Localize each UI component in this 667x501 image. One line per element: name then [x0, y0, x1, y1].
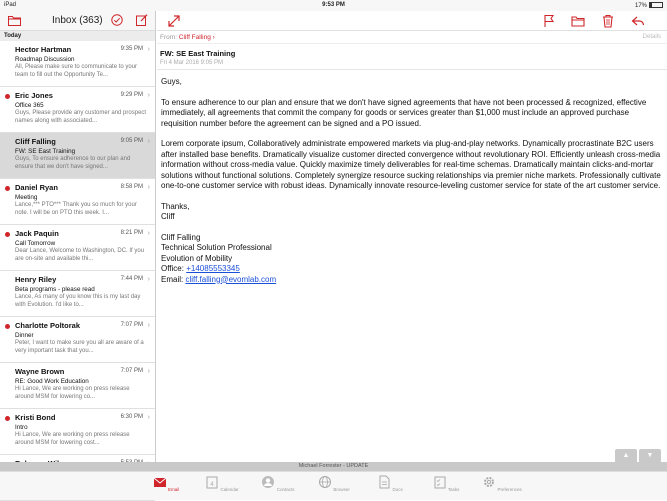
details-link[interactable]: Details — [642, 34, 661, 40]
message-preview: Lance, As many of you know this is my last day with Evolution. I'd like to... — [15, 294, 141, 308]
message-time: 7:44 PM — [120, 276, 143, 282]
message-preview: Guys, To ensure adherence to our plan and ensure that we don't have signed... — [15, 156, 131, 170]
message-list-pane — [0, 11, 156, 462]
message-sender: Wayne Brown — [15, 367, 65, 376]
tab-label: Docs — [392, 487, 403, 492]
tab-label: Email — [168, 487, 180, 492]
message-row[interactable] — [0, 317, 155, 363]
tab-label: Tasks — [447, 487, 460, 492]
clock: 9:53 PM — [322, 2, 345, 8]
inbox-header — [0, 11, 155, 31]
message-subject: Meeting — [15, 194, 38, 201]
reading-pane — [157, 11, 667, 462]
message-subject: Call Tomorrow — [15, 240, 56, 247]
reply-icon[interactable] — [631, 14, 645, 28]
battery-percent: 17% — [634, 3, 647, 9]
browser-icon — [318, 475, 332, 489]
message-row[interactable] — [0, 225, 155, 271]
compose-icon[interactable] — [136, 14, 148, 26]
from-row — [157, 31, 667, 44]
message-list — [0, 41, 155, 501]
phone-link[interactable]: +14085553345 — [186, 264, 240, 273]
calendar-icon — [205, 475, 219, 489]
message-time: 8:21 PM — [120, 230, 143, 236]
signature-email-label: Email: — [161, 274, 184, 284]
message-subject: FW: SE East Training — [15, 148, 76, 155]
message-nav — [615, 449, 661, 463]
chevron-right-icon: › — [212, 34, 215, 41]
message-subject: Roadmap Discussion — [15, 56, 75, 63]
chevron-right-icon: › — [147, 92, 150, 99]
unread-dot-icon — [5, 94, 10, 99]
chevron-right-icon: › — [147, 368, 150, 375]
message-subject: RE: Good Work Education — [15, 378, 89, 385]
tab-email[interactable] — [146, 475, 186, 492]
message-time: 7:07 PM — [120, 322, 143, 328]
chevron-right-icon: › — [147, 46, 150, 53]
message-preview: Hi Lance, We are working on press release around MSM for lowering cost... — [15, 432, 130, 446]
select-check-icon[interactable] — [111, 14, 123, 26]
chevron-right-icon: › — [147, 230, 150, 237]
message-sender: Daniel Ryan — [15, 183, 58, 192]
move-folder-icon[interactable] — [571, 14, 585, 28]
tab-browser[interactable] — [314, 475, 354, 492]
message-sender: Jack Paquin — [15, 229, 59, 238]
chevron-right-icon: › — [147, 138, 150, 145]
message-preview: Lance,*** PTO*** Thank you so much for your note. I will be on PTO this week. I... — [15, 202, 137, 216]
signature-title: Technical Solution Professional — [161, 243, 272, 252]
previous-message-button[interactable]: ▲ — [615, 449, 637, 463]
tab-preferences[interactable] — [482, 475, 522, 492]
gear-icon — [482, 475, 496, 489]
status-bar — [0, 0, 667, 11]
email-header — [157, 44, 667, 70]
signature-company: Evolution of Mobility — [161, 253, 233, 263]
unread-dot-icon — [5, 232, 10, 237]
email-toolbar — [157, 11, 667, 31]
message-row[interactable] — [0, 133, 155, 179]
tab-tasks[interactable] — [426, 475, 466, 492]
chevron-right-icon: › — [147, 322, 150, 329]
unread-dot-icon — [5, 324, 10, 329]
message-time: 9:35 PM — [120, 46, 143, 52]
tab-calendar[interactable] — [202, 475, 242, 492]
signature-office-label: Office: — [161, 264, 184, 273]
update-notification-bar[interactable]: Michael Forrester - UPDATE — [0, 462, 667, 471]
email-signature — [161, 233, 664, 286]
message-preview: All, Please make sure to communicate to your team to fill out the Opportunity Te... — [15, 64, 138, 78]
message-time: 8:58 PM — [120, 184, 143, 190]
battery-status — [635, 2, 663, 9]
message-row[interactable] — [0, 409, 155, 455]
unread-dot-icon — [5, 186, 10, 191]
chevron-right-icon: › — [147, 184, 150, 191]
message-preview: Guys, Please provide any customer and prospect names along with associated... — [15, 110, 147, 124]
mail-icon — [153, 475, 167, 489]
signature-name: Cliff Falling — [161, 232, 201, 242]
message-subject: Dinner — [15, 332, 34, 339]
tab-label: Contacts — [276, 487, 295, 492]
message-sender: Henry Riley — [15, 275, 57, 284]
calendar-day: 4 — [210, 482, 214, 488]
battery-icon — [649, 2, 663, 8]
next-message-button[interactable]: ▼ — [639, 449, 661, 463]
message-preview: Peter, I want to make sure you all are aware of a very important task that you... — [15, 340, 144, 354]
flag-icon[interactable] — [542, 14, 556, 28]
message-time: 7:07 PM — [120, 368, 143, 374]
message-preview: Hi Lance, We are working on press release around MSM for lowering co... — [15, 386, 130, 400]
tasks-icon — [433, 475, 447, 489]
tab-label: Calendar — [220, 487, 239, 492]
folders-icon[interactable] — [8, 15, 21, 26]
email-paragraph: To ensure adherence to our plan and ensure that we don't have signed agreements that have not been processed & recognized, effective immediately, all agreements that commit the company for goods or services greater than $1,000 must include an approved purchase requisition number before the agreement can be signed and a PO issued. — [161, 97, 647, 128]
message-time: 6:30 PM — [120, 414, 143, 420]
email-link[interactable]: cliff.falling@evomlab.com — [185, 274, 277, 284]
expand-icon[interactable] — [167, 14, 181, 28]
trash-icon[interactable] — [601, 14, 615, 28]
message-sender: Kristi Bond — [15, 413, 56, 422]
message-row[interactable] — [0, 363, 155, 409]
message-row[interactable] — [0, 179, 155, 225]
closing-line: Thanks, — [161, 201, 190, 211]
message-row[interactable] — [0, 87, 155, 133]
tab-label: Preferences — [497, 487, 522, 492]
email-greeting: Guys, — [161, 77, 182, 86]
contacts-icon — [261, 475, 275, 489]
message-preview: Dear Lance, Welcome to Washington, DC. If you are on-site and available thi... — [15, 248, 145, 262]
chevron-right-icon: › — [147, 276, 150, 283]
message-row[interactable] — [0, 271, 155, 317]
message-time: 9:05 PM — [120, 138, 143, 144]
message-sender: Eric Jones — [15, 91, 53, 100]
email-body — [157, 77, 667, 285]
section-header-today: Today — [0, 31, 155, 41]
unread-dot-icon — [5, 416, 10, 421]
message-sender: Hector Hartman — [15, 45, 72, 54]
from-label: From: — [160, 34, 177, 41]
email-paragraph: Lorem corporate ipsum, Collaboratively administrate empowered markets via plug-and-play networks. Dynamically procrastinate B2C users after installed base benefits. Dramatically visualize customer directed convergence without revolutionary ROI. Efficiently unleash cross-media information without cross-media value. Quickly maximize timely deliverables for real-time schemas. Dramatically maintain clicks-and-mortar solutions without functional solutions. Completely synergize resource sucking relationships via premier niche markets. Professionally cultivate one-to-one customer service with robust ideas. Dynamically innovate resource-leveling customer service for state of the art customer service. — [161, 139, 661, 190]
email-closing — [161, 202, 664, 223]
tab-label: Browser — [333, 487, 350, 492]
bottom-tab-bar — [0, 471, 667, 500]
inbox-title: Inbox (363) — [52, 15, 103, 26]
message-subject: Beta programs - please read — [15, 286, 95, 293]
sender-chip[interactable]: Cliff Falling — [178, 34, 211, 41]
tab-contacts[interactable] — [258, 475, 298, 492]
message-subject: Office 365 — [15, 102, 44, 109]
message-time: 9:29 PM — [120, 92, 143, 98]
email-subject: FW: SE East Training — [160, 49, 236, 58]
chevron-right-icon: › — [147, 414, 150, 421]
message-sender: Cliff Falling — [15, 137, 56, 146]
device-label: iPad — [4, 2, 17, 8]
closing-name: Cliff — [161, 212, 175, 221]
message-sender: Charlotte Poltorak — [15, 321, 81, 330]
tab-docs[interactable] — [370, 475, 410, 492]
docs-icon — [377, 475, 391, 489]
message-row[interactable] — [0, 41, 155, 87]
email-date: Fri 4 Mar 2016 9:05 PM — [160, 60, 224, 66]
message-subject: Intro — [15, 424, 28, 431]
